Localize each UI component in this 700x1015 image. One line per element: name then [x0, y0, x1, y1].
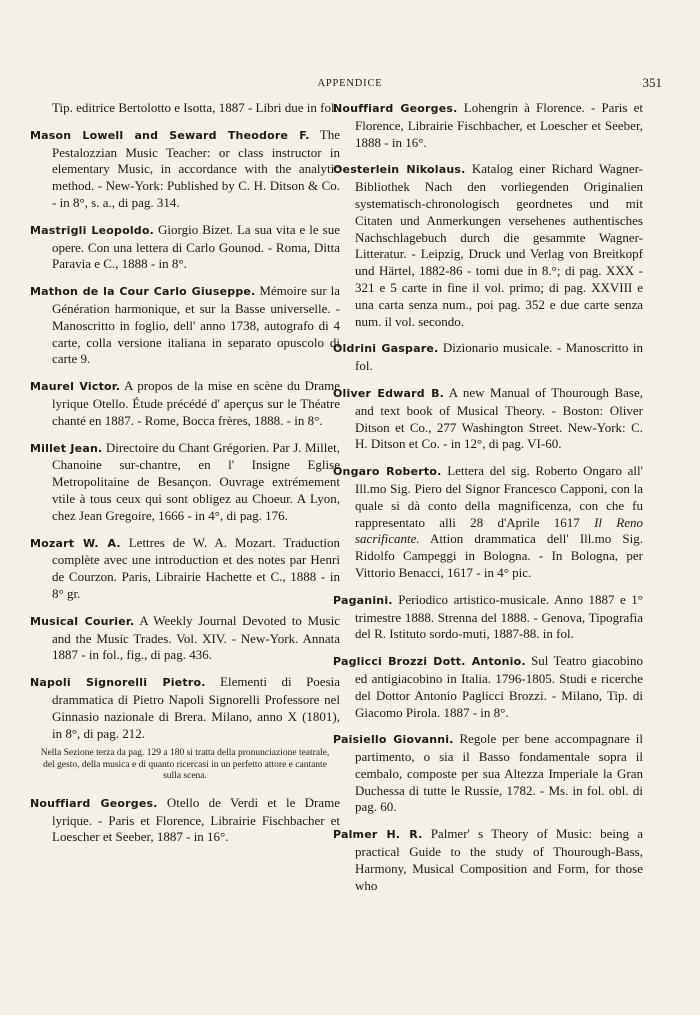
- page-number: 351: [642, 75, 662, 90]
- entry-author: Oesterlein Nikolaus.: [333, 163, 466, 177]
- continuation-text: Tip. editrice Bertolotto e Isotta, 1887 - Libri due in fol.: [52, 100, 338, 115]
- entry-text: Otello de Verdi et le Drame lyrique. - Paris et Florence, Librairie Fischbacher et Loescher et Seeber, 1887 - in 16°.: [52, 794, 341, 845]
- entry-author: Maurel Victor.: [30, 380, 121, 394]
- entry-author: Mozart W. A.: [30, 536, 121, 550]
- bibliography-entry: [30, 283, 340, 368]
- entry-text: Directoire du Chant Grégorien. Par J. Millet, Chanoine sur-chantre, en l' Insigne Eglise Metropolitaine de Besançon. Ouvrage extrémement vtile à tous ceux qui sont obligez au Choeur. A Lyon, chez Jean Gregoire, 1666 - in 4°, di pag. 176.: [52, 439, 340, 523]
- bibliography-entry: [30, 795, 340, 846]
- entry-text: A new Manual of Thourough Base, and text book of Musical Theory. - Boston: Oliver Ditson et Co., 277 Washington Street. New-York: C. H. Ditson et Co. - in 12°, di pag. VI-60.: [355, 384, 643, 452]
- entry-author: Oliver Edward B.: [333, 386, 445, 400]
- bibliography-entry: [30, 222, 340, 273]
- entry-author: Paganini.: [333, 593, 393, 607]
- entry-author: Ongaro Roberto.: [333, 465, 442, 479]
- bibliography-entry: [333, 653, 643, 721]
- right-column: [333, 100, 643, 904]
- bibliography-entry: [333, 463, 643, 582]
- entry-text: Giorgio Bizet. La sua vita e le sue opere. Con una lettera di Carlo Gounod. - Roma, Ditta Paravia e C., 1888 - in 8°.: [52, 221, 340, 272]
- entry-text: Dizionario musicale. - Manoscritto in fol.: [355, 340, 644, 374]
- bibliography-entry: [333, 100, 643, 151]
- bibliography-entry: [30, 127, 340, 212]
- bibliography-entry: [333, 592, 643, 643]
- entry-text: Periodico artistico-musicale. Anno 1887 e 1° trimestre 1888. Strenna del 1888. - Genova, Tipografia del R. Istituto sordo-muti, 1887-88. in fol.: [355, 591, 644, 642]
- entry-author: Mathon de la Cour Carlo Giuseppe.: [30, 285, 256, 299]
- left-column: [30, 100, 340, 856]
- bibliography-entry: [333, 161, 643, 330]
- bibliography-entry: [30, 440, 340, 525]
- entry-text: Lohengrin à Florence. - Paris et Florence, Librairie Fischbacher, et Loescher et Seeber, 1888 - in 16°.: [355, 100, 644, 150]
- entry-author: Nouffiard Georges.: [30, 796, 158, 810]
- bibliography-entry: [30, 535, 340, 603]
- entry-author: Musical Courier.: [30, 614, 135, 628]
- entry-text: Attion drammatica dell' Ill.mo Sig. Ridolfo Campeggi in Bologna. - In Bologna, per Vittorio Benacci, 1617 - in 4° pic.: [355, 531, 643, 580]
- entry-author: Mastrigli Leopoldo.: [30, 223, 155, 237]
- page-header: [30, 74, 670, 94]
- bibliography-entry: [333, 385, 643, 453]
- entry-text: Mémoire sur la Génération harmonique, et sur la Basse universelle. - Manoscritto in foglio, dell' anno 1738, autografo di 4 carte, colla versione italiana in separato opuscolo di carte 9.: [52, 283, 341, 367]
- bibliography-entry: [30, 613, 340, 664]
- entry-text: Palmer' s Theory of Music: being a practical Guide to the study of Thourough-Bass, Harmony, Musical Composition and Form, for those who: [355, 826, 644, 893]
- entry-author: Palmer H. R.: [333, 828, 423, 842]
- entry-author: Millet Jean.: [30, 441, 103, 455]
- entry-text: A propos de la mise en scène du Drame lyrique Otello. Étude précédé d' aperçus sur le Théatre chanté en 1887. - Rome, Bocca frères, 1888. - in 8°.: [52, 378, 340, 428]
- entry-text: Lettres de W. A. Mozart. Traduction complète avec une introduction et des notes par Henri de Courzon. Paris, Librairie Hachette et C., 1888 - in 8° gr.: [52, 534, 340, 601]
- entry-author: Napoli Signorelli Pietro.: [30, 676, 206, 690]
- entry-author: Mason Lowell and Seward Theodore F.: [30, 128, 310, 142]
- entry-text: Elementi di Poesia drammatica di Pietro Napoli Signorelli Professore nel Ginnasio nazionale di Brera. Milano, anno X (1801), in 8°, di pag. 212.: [52, 674, 341, 741]
- bibliography-entry: [333, 340, 643, 375]
- bibliography-entry: [30, 674, 340, 742]
- entry-text: Katalog einer Richard Wagner-Bibliothek Nach den vorliegenden Originalien systematisch-chronologisch geordnetes und mit Citaten und Anmerkungen versehenes authentisches Nachschlagebuch durch die gesammte Wagner-Litteratur. - Leipzig, Druck und Verlag von Breitkopf und Härtel, 1882-86 - tomi due in 8.°; di pag. XXX - 321 e 5 carte in fine il vol. primo; di pag. XXVIII e una carta senza num., poi pag. 352 e due carte senza num. il vol. secondo.: [355, 161, 643, 329]
- entry-author: Paglicci Brozzi Dott. Antonio.: [333, 655, 526, 669]
- entry-text: Lettera del sig. Roberto Ongaro all' Ill.mo Sig. Piero del Signor Francesco Capponi, con la quale si dà conto della magnificenza, con che fu rappresentato alli 28 d'Aprile 1617: [355, 463, 644, 530]
- entry-note: Nella Sezione terza da pag. 129 a 180 si tratta della pronunciazione teatrale, del gesto, della musica e di quanto ricercasi in un perfetto attore e cantante sulla scena.: [40, 748, 330, 782]
- entry-author: Paisiello Giovanni.: [333, 733, 454, 747]
- bibliography-entry: [333, 731, 643, 816]
- entry-author: Oldrini Gaspare.: [333, 342, 439, 356]
- running-title: APPENDICE: [317, 78, 383, 89]
- bibliography-entry: [333, 826, 643, 894]
- bibliography-entry: [30, 378, 340, 429]
- entry-italic-title: Il Reno sacrificante.: [355, 514, 643, 547]
- entry-text: Regole per bene accompagnare il partimento, o sia il Basso fondamentale sopra il cembalo, composte per sua Altezza Imperiale la Gran Duchessa di tutte le Russie, 1782. - Ms. in fol. obl. di pag. 60.: [355, 731, 643, 815]
- entry-text: Sul Teatro giacobino ed antigiacobino in Italia. 1796-1805. Studi e ricerche del Dottor Antonio Paglicci Brozzi. - Milano, Tip. di Giacomo Pirola. 1887 - in 8°.: [355, 653, 644, 720]
- entry-author: Nouffiard Georges.: [333, 102, 458, 115]
- entry-text: A Weekly Journal Devoted to Music and the Music Trades. Vol. XIV. - New-York. Annata 1887 - in fol., fig., di pag. 436.: [52, 612, 340, 663]
- entry-text: The Pestalozzian Music Teacher: or class instructor in elementary Music, in accordance with the analytic method. - New-York: Published by C. H. Ditson & Co. - in 8°, s. a., di pag. 314.: [52, 126, 340, 210]
